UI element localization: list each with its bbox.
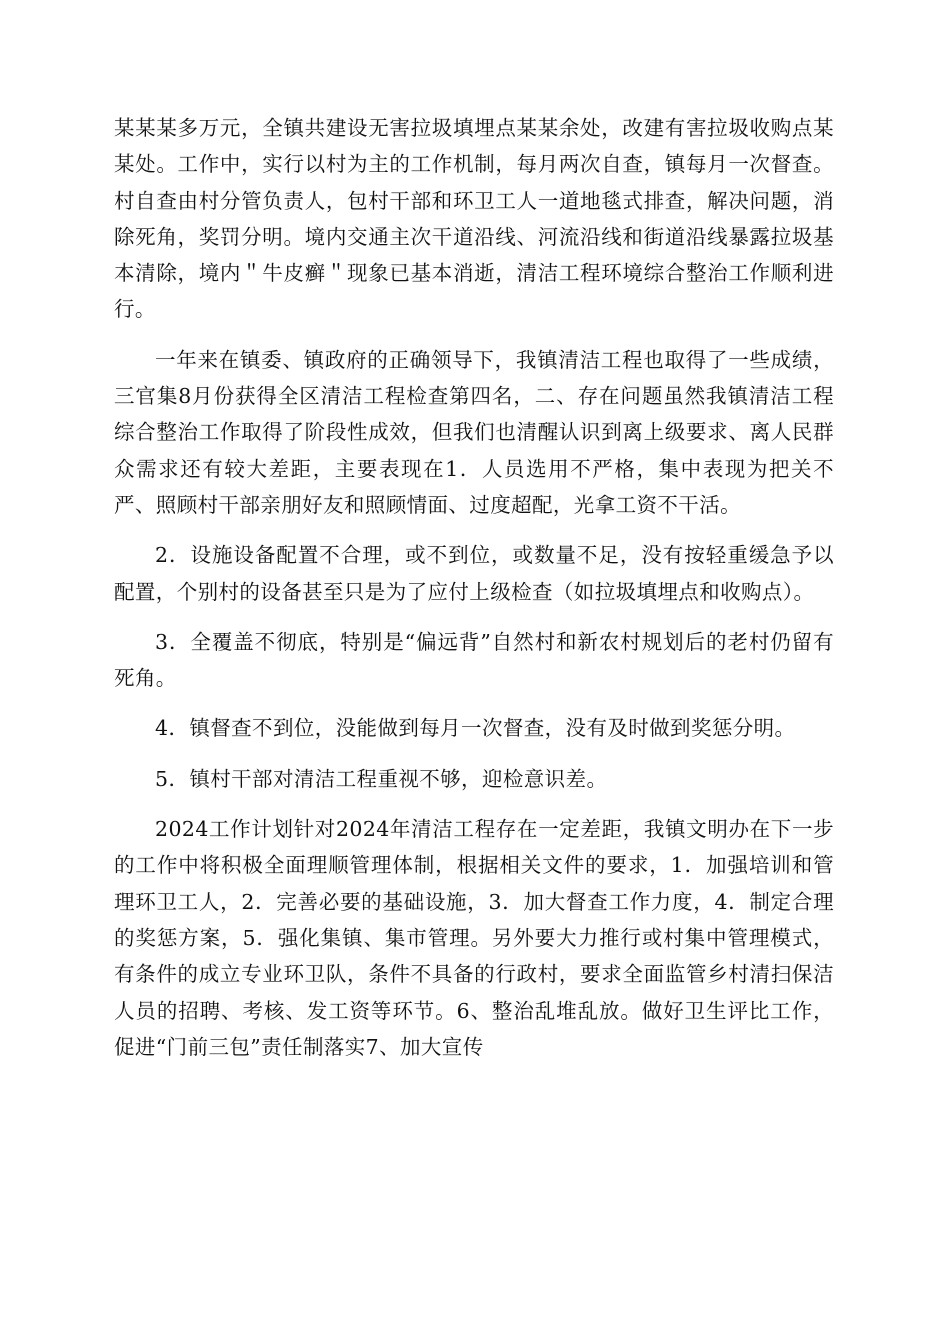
document-page: [114, 110, 834, 1079]
paragraph-work-plan: 2024工作计划针对2024年清洁工程存在一定差距，我镇文明办在下一步的工作中将积极全面理顺管理体制，根据相关文件的要求，1．加强培训和管理环卫工人，2．完善必要的基础设施，3．加大督查工作力度，4．制定合理的奖惩方案，5．强化集镇、集市管理。另外要大力推行或村集中管理模式，有条件的成立专业环卫队，条件不具备的行政村，要求全面监管乡村清扫保洁人员的招聘、考核、发工资等环节。6、整治乱堆乱放。做好卫生评比工作，促进“门前三包”责任制落实7、加大宣传: [114, 817, 834, 1059]
paragraph-problem-supervision: 4．镇督查不到位，没能做到每月一次督查，没有及时做到奖惩分明。: [155, 716, 796, 741]
paragraph-achievements-and-problems: 一年来在镇委、镇政府的正确领导下，我镇清洁工程也取得了一些成绩，三官集8月份获得全区清洁工程检查第四名，二、存在问题虽然我镇清洁工程综合整治工作取得了阶段性成效，但我们也清醒认识到离上级要求、离人民群众需求还有较大差距，主要表现在1．人员选用不严格，集中表现为把关不严、照顾村干部亲朋好友和照顾情面、过度超配，光拿工资不干活。: [114, 347, 834, 517]
paragraph-problem-attention: 5．镇村干部对清洁工程重视不够，迎检意识差。: [155, 766, 608, 791]
paragraph-funding-and-inspection: 某某某多万元，全镇共建设无害拉圾填埋点某某余处，改建有害拉圾收购点某某处。工作中，实行以村为主的工作机制，每月两次自查，镇每月一次督查。村自查由村分管负责人，包村干部和环卫工人一道地毯式排查，解决问题，消除死角，奖罚分明。境内交通主次干道沿线、河流沿线和街道沿线暴露拉圾基本清除，境内＂牛皮癣＂现象已基本消逝，清洁工程环境综合整治工作顺利进行。: [114, 116, 834, 322]
paragraph-problem-coverage: 3．全覆盖不彻底，特别是“偏远背”自然村和新农村规划后的老村仍留有死角。: [114, 629, 834, 691]
paragraph-problem-equipment: 2．设施设备配置不合理，或不到位，或数量不足，没有按轻重缓急予以配置，个别村的设备甚至只是为了应付上级检查（如拉圾填埋点和收购点）。: [114, 543, 834, 604]
